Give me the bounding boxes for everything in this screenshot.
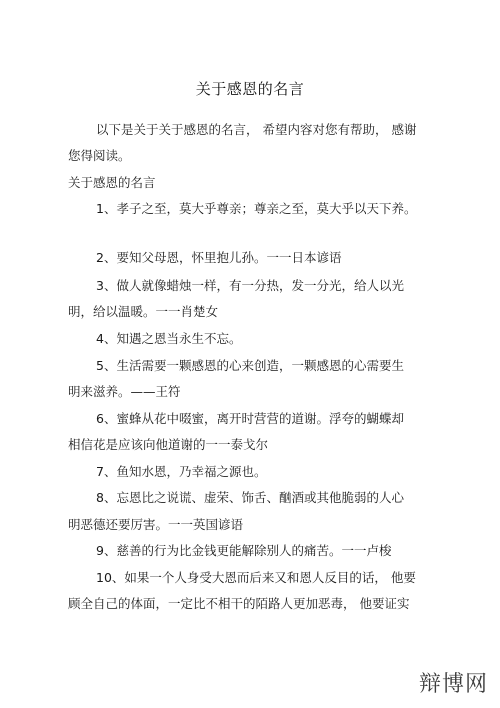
quote-7-line-1: 7、鱼知水恩，乃幸福之源也。 (96, 464, 267, 479)
quote-10-line-2: 顾全自己的体面，一定比不相干的陌路人更加恶毒， 他要证实 (68, 596, 410, 611)
intro-line-1: 以下是关于关于感恩的名言， 希望内容对您有帮助， 感谢 (96, 122, 417, 137)
quote-5-line-2: 明来滋养。——王符 (68, 384, 181, 399)
quote-3-line-2: 明，给以温暖。一一肖楚女 (68, 304, 219, 319)
quote-4-line-1: 4、知遇之恩当永生不忘。 (96, 331, 242, 346)
quote-8-line-1: 8、忘恩比之说谎、虚荣、饰舌、酗酒或其他脆弱的人心 (96, 490, 404, 505)
quote-9-line-1: 9、慈善的行为比金钱更能解除别人的痛苦。一一卢梭 (96, 543, 392, 558)
quote-2-line-1: 2、要知父母恩，怀里抱儿孙。一一日本谚语 (96, 250, 342, 265)
page-title: 关于感恩的名言 (195, 80, 305, 98)
intro-line-2: 您得阅读。 (68, 148, 131, 163)
quote-3-line-1: 3、做人就像蜡烛一样，有一分热，发一分光，给人以光 (96, 278, 404, 293)
site-watermark: 辩博网 (418, 672, 488, 697)
quote-6-line-1: 6、蜜蜂从花中啜蜜，离开时营营的道谢。浮夸的蝴蝶却 (96, 411, 404, 426)
section-heading: 关于感恩的名言 (68, 175, 156, 190)
quote-10-line-1: 10、如果一个人身受大恩而后来又和恩人反目的话， 他要 (96, 570, 416, 585)
quote-5-line-1: 5、生活需要一颗感恩的心来创造，一颗感恩的心需要生 (96, 358, 404, 373)
quote-8-line-2: 明恶德还要厉害。一一英国谚语 (68, 517, 244, 532)
quote-1-line-1: 1、孝子之至，莫大乎尊亲；尊亲之至，莫大乎以天下养。 (96, 201, 417, 216)
quote-6-line-2: 相信花是应该向他道谢的一一泰戈尔 (68, 437, 269, 452)
